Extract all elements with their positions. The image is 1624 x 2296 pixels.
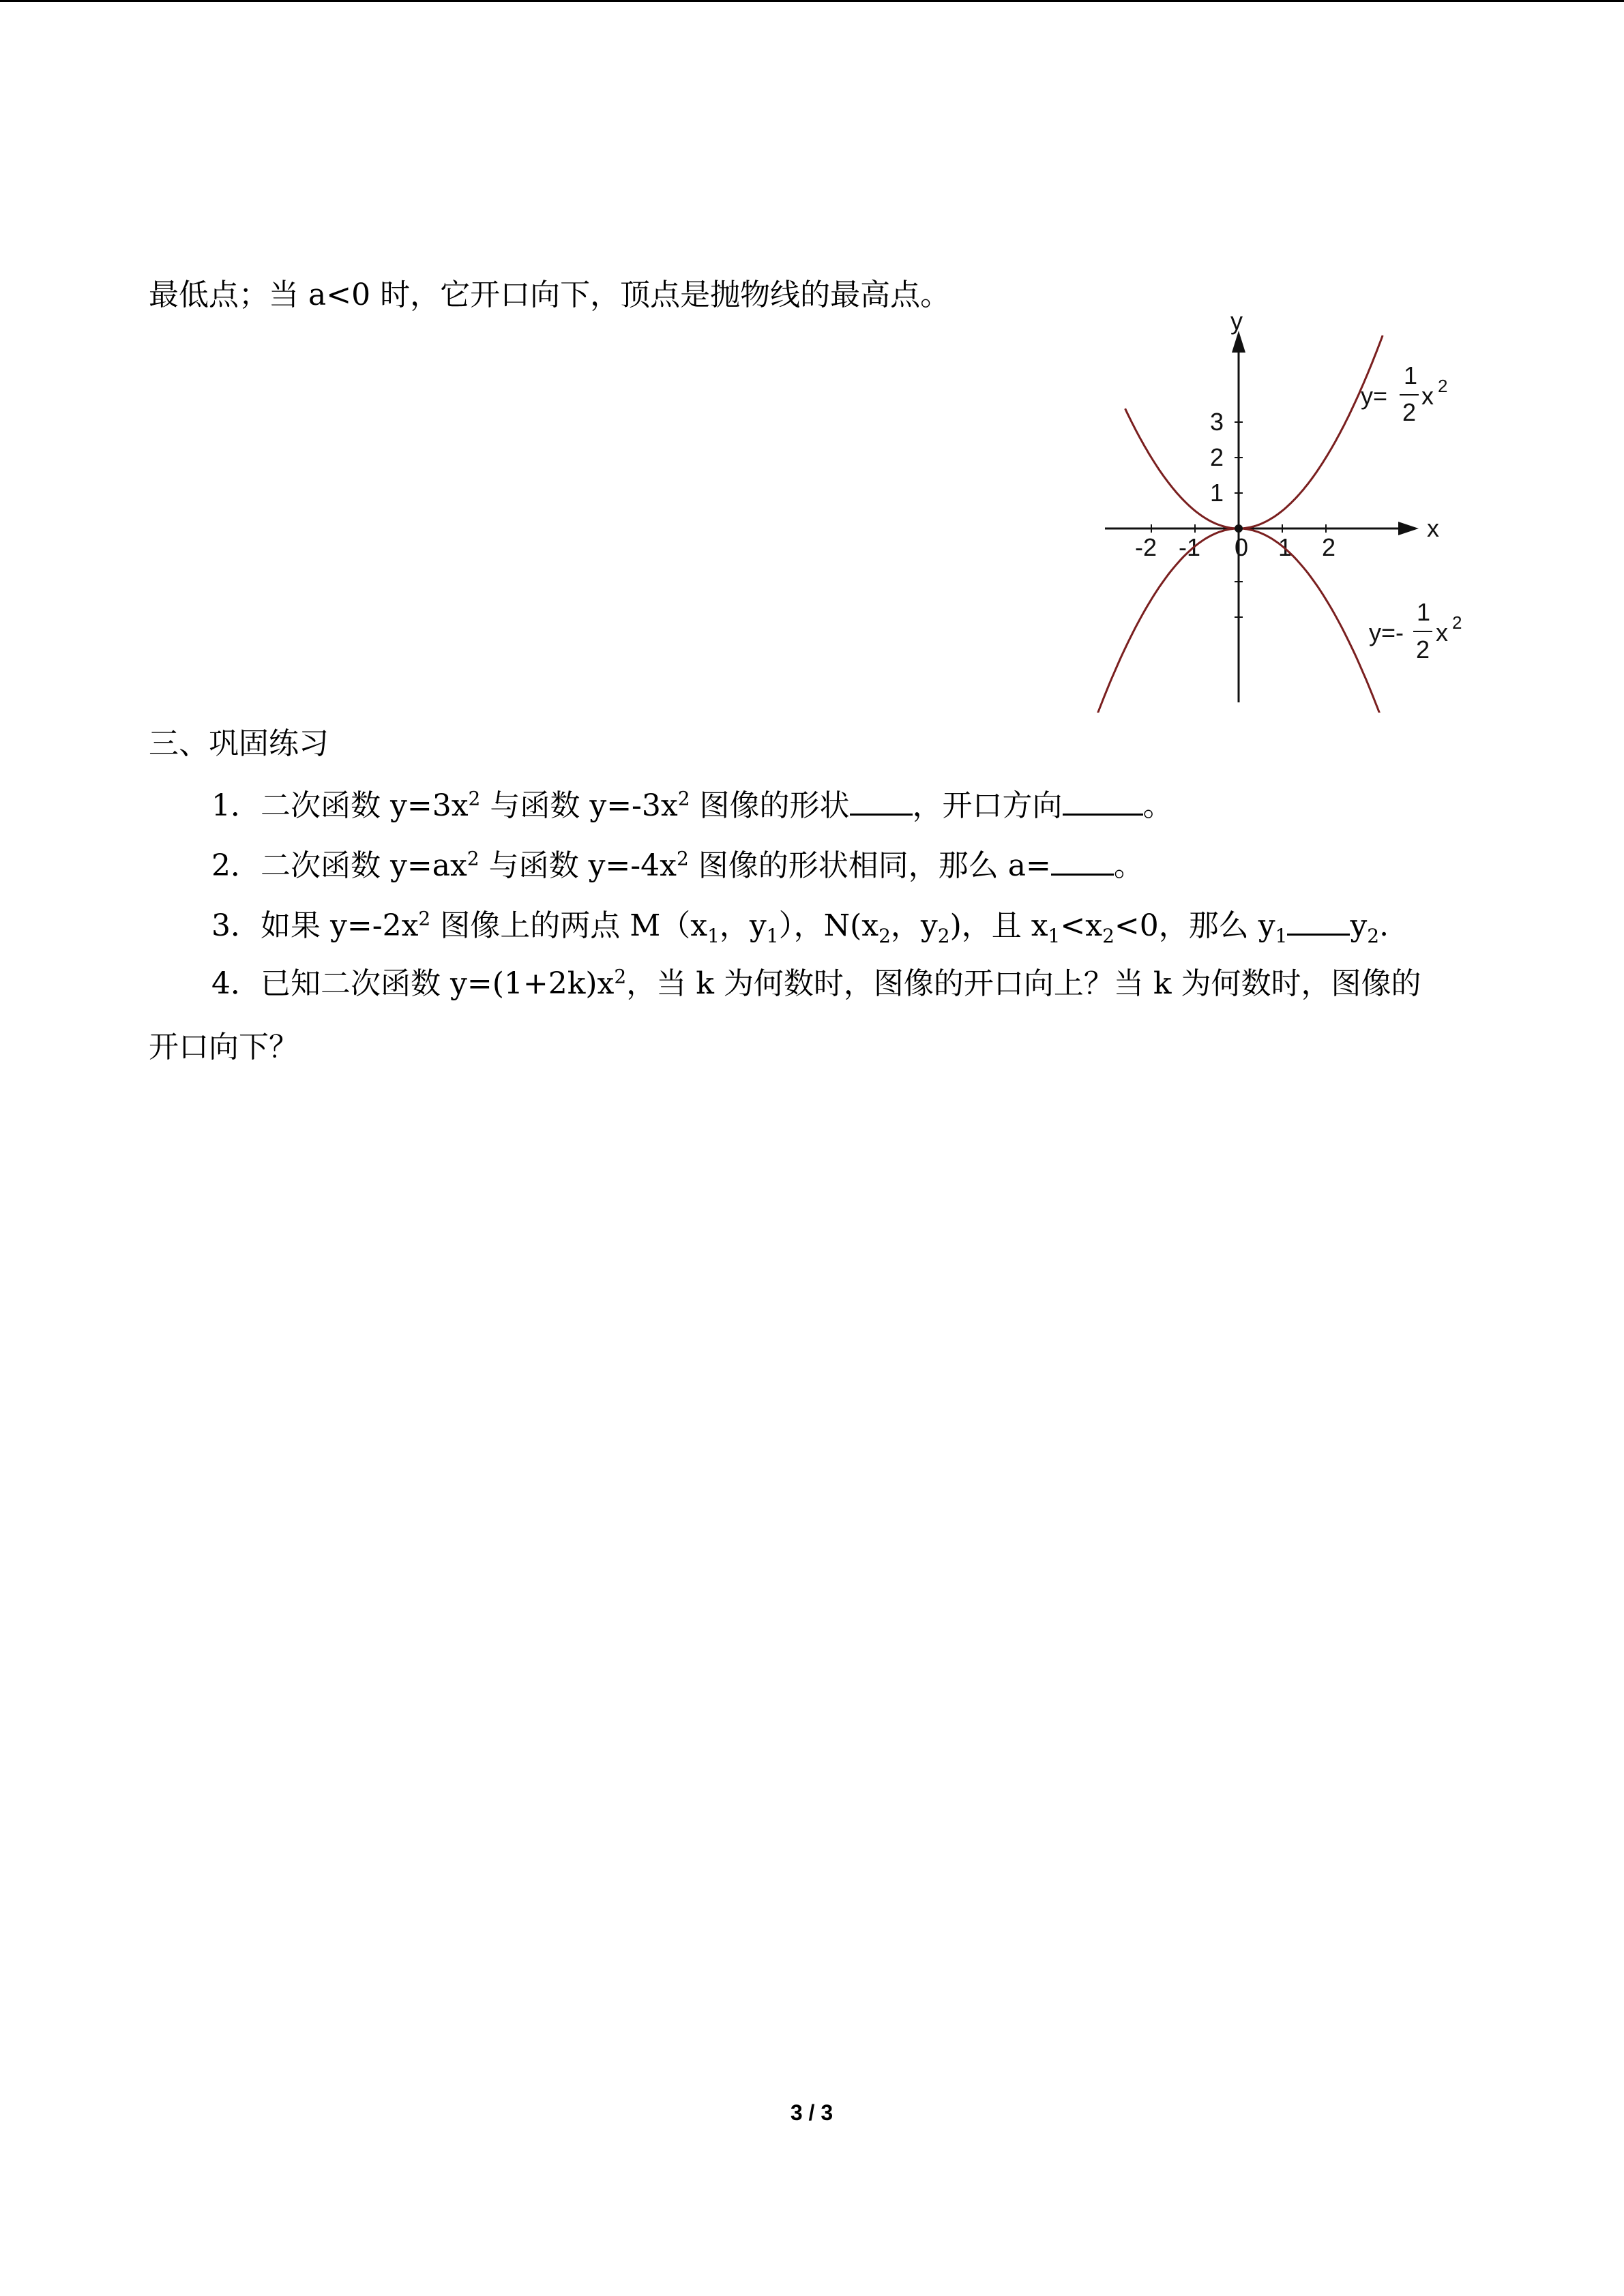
q1-text-3: 图像的形状	[690, 788, 850, 823]
q3-sub-7: 1	[1275, 924, 1288, 947]
q3-text-5: ，y	[890, 908, 938, 943]
q3-sub-3: 2	[879, 924, 891, 947]
y-tick-label: 1	[1210, 479, 1224, 507]
x-axis-label: x	[1427, 514, 1439, 542]
q3-text-2: 图像上的两点 M（x	[430, 908, 708, 943]
q3-sub-2: 1	[766, 924, 779, 947]
q3-text-7: <x	[1060, 908, 1103, 943]
q1-number: 1．	[211, 788, 261, 823]
series-label-upward	[1361, 361, 1447, 426]
x-tick-label: 0	[1235, 533, 1249, 561]
x-tick-label: 1	[1278, 533, 1293, 561]
x-tick-label: -1	[1179, 533, 1201, 561]
intro-line: 最低点；当 a<0 时，它开口向下，顶点是抛物线的最高点。	[149, 278, 951, 312]
y-axis-label: y	[1230, 310, 1243, 335]
q3-text-10: .	[1379, 908, 1389, 943]
top-border	[0, 0, 1624, 2]
q2-text-1: 二次函数 y=ax	[261, 848, 467, 883]
series-label-upward-exp: 2	[1438, 376, 1448, 396]
origin-point	[1235, 524, 1243, 533]
x-axis-arrow	[1398, 522, 1419, 535]
q3-text-9: y	[1350, 908, 1368, 943]
q3-text-1: 如果 y=-2x	[261, 908, 419, 943]
q3-exp: 2	[418, 907, 431, 930]
q3-sub-1: 1	[707, 924, 720, 947]
q3-blank-compare[interactable]	[1287, 904, 1350, 936]
y-tick-label: 2	[1210, 443, 1224, 471]
question-4	[211, 964, 1421, 1004]
q1-blank-direction[interactable]	[1063, 784, 1143, 816]
q4-text-1: 已知二次函数 y=(1+2k)x	[261, 966, 615, 1001]
q2-text-2: 与函数 y=-4x	[479, 848, 677, 883]
question-3	[211, 904, 1389, 946]
q3-sub-8: 2	[1367, 924, 1380, 947]
q2-exp-2: 2	[676, 847, 689, 870]
series-label-downward-exp: 2	[1452, 612, 1462, 633]
series-label-downward	[1369, 598, 1462, 664]
q1-exp-2: 2	[677, 787, 690, 810]
x-tick-label: -2	[1135, 533, 1157, 561]
question-1	[211, 784, 1173, 826]
q3-number: 3．	[211, 908, 261, 943]
q3-text-3: ，y	[719, 908, 767, 943]
q2-number: 2．	[211, 848, 261, 883]
series-label-downward-num: 1	[1417, 598, 1431, 626]
q2-text-4: 。	[1113, 848, 1144, 883]
series-label-downward-prefix: y=-	[1369, 618, 1404, 646]
graph-svg	[1078, 310, 1487, 713]
q2-exp-1: 2	[467, 847, 479, 870]
question-2	[211, 844, 1144, 886]
q2-blank-a[interactable]	[1051, 844, 1114, 876]
q1-text-1: 二次函数 y=3x	[261, 788, 469, 823]
series-label-downward-x: x	[1436, 618, 1448, 646]
q4-number: 4．	[211, 966, 261, 1001]
section-title: 三、巩固练习	[149, 726, 329, 761]
y-tick-label: 3	[1210, 408, 1224, 436]
q1-text-2: 与函数 y=-3x	[480, 788, 678, 823]
question-4-line-2: 开口向下？	[149, 1030, 299, 1064]
curve-upward-parabola	[1125, 336, 1383, 528]
parabola-graph	[1078, 310, 1487, 713]
q4-text-2: ，当 k 为何数时，图像的开口向上？当 k 为何数时，图像的	[626, 966, 1421, 1001]
q1-text-4: ，开口方向	[912, 788, 1063, 823]
x-tick-label: 2	[1322, 533, 1336, 561]
q3-sub-5: 1	[1048, 924, 1061, 947]
series-label-upward-den: 2	[1402, 398, 1417, 426]
series-label-upward-x: x	[1421, 382, 1434, 410]
q3-text-8: <0，那么 y	[1114, 908, 1275, 943]
series-label-downward-den: 2	[1416, 636, 1430, 664]
q3-sub-6: 2	[1102, 924, 1114, 947]
series-label-upward-num: 1	[1404, 361, 1418, 389]
q3-sub-4: 2	[937, 924, 950, 947]
q1-text-5: 。	[1142, 788, 1173, 823]
page-number: 3 / 3	[790, 2100, 833, 2125]
q1-exp-1: 2	[468, 787, 481, 810]
q3-text-4: ），N(x	[778, 908, 879, 943]
series-label-upward-prefix: y=	[1361, 382, 1388, 410]
q3-text-6: )，且 x	[949, 908, 1048, 943]
q2-text-3: 图像的形状相同，那么 a=	[688, 848, 1051, 883]
q4-exp: 2	[614, 965, 627, 988]
q1-blank-shape[interactable]	[850, 784, 913, 816]
